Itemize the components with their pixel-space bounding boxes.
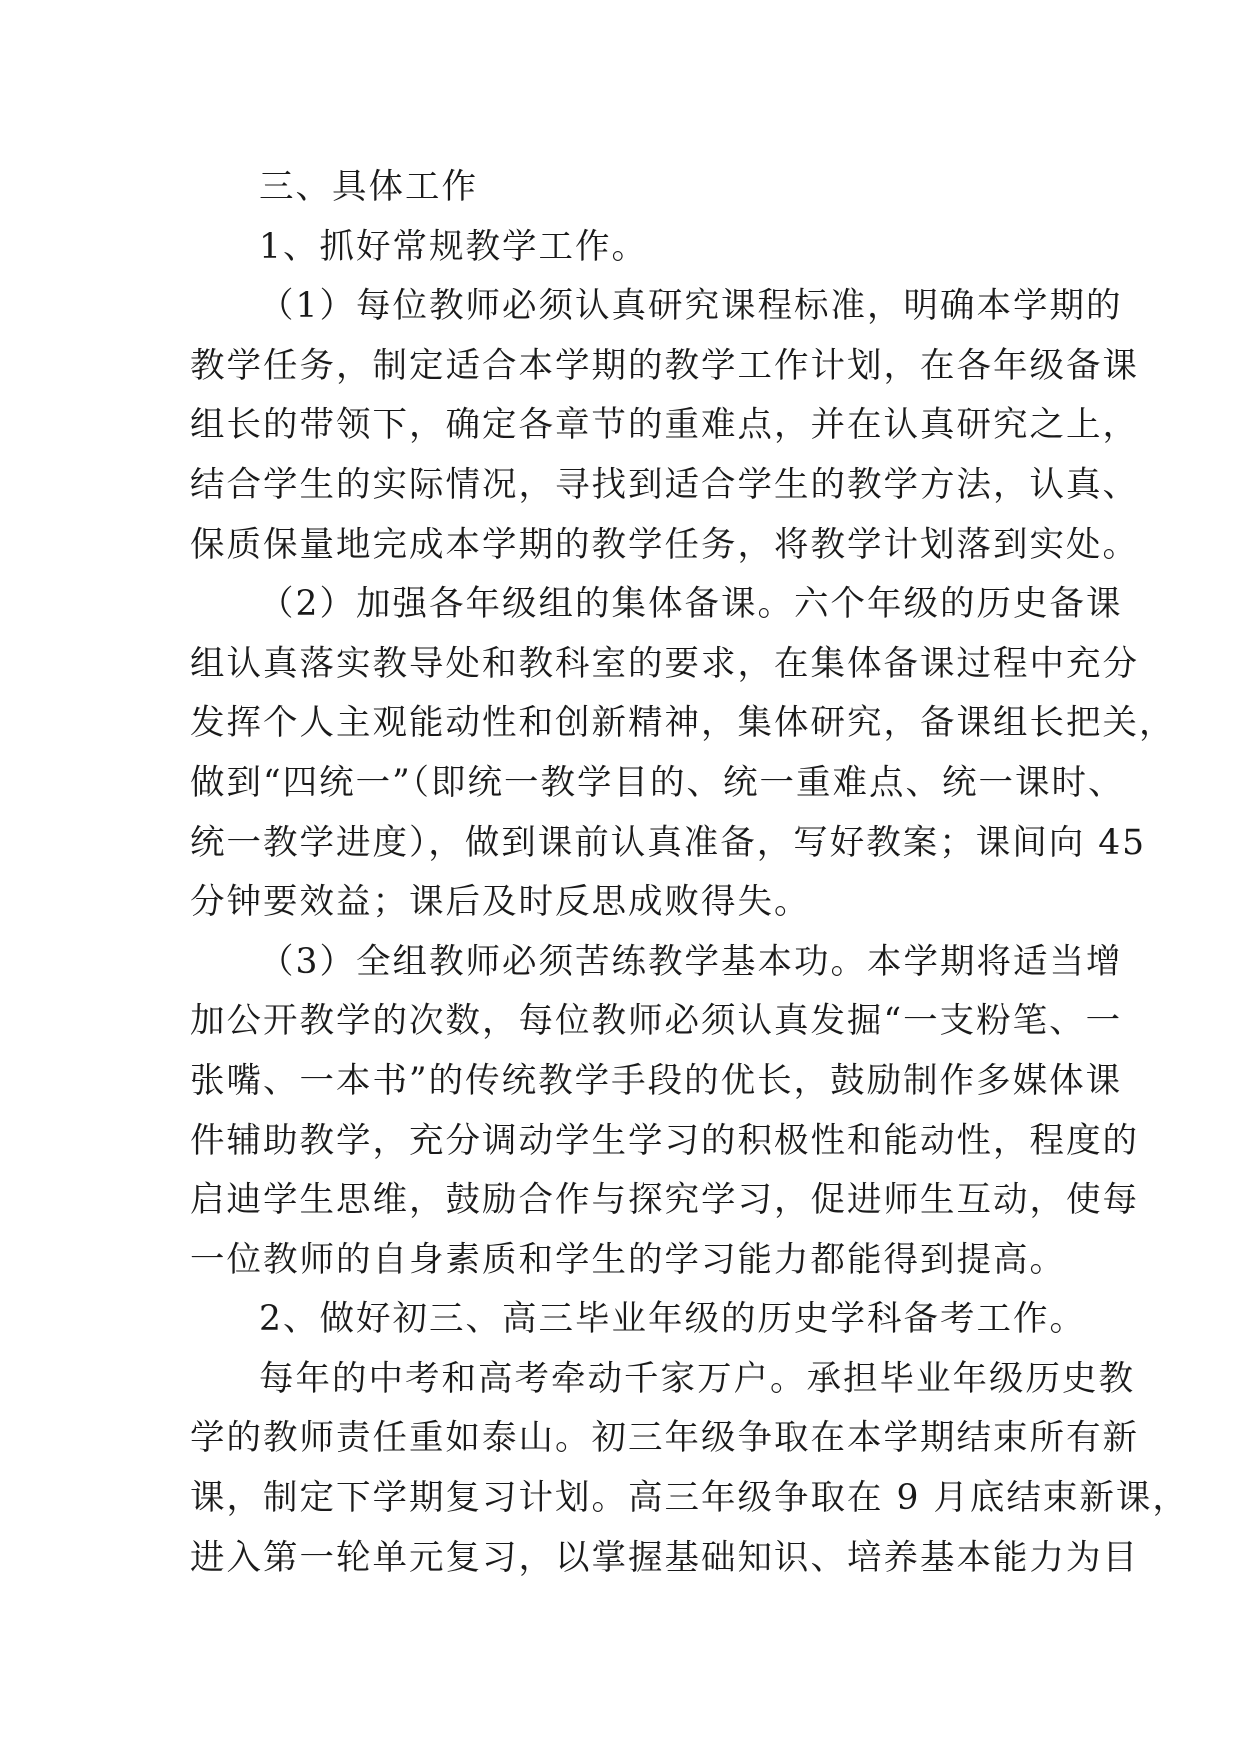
- paragraph-line: 统一教学进度），做到课前认真准备，写好教案；课间向 45: [190, 822, 1147, 863]
- document-body: [190, 158, 1189, 1588]
- paragraph-line: 课，制定下学期复习计划。高三年级争取在 9 月底结束新课，: [190, 1478, 1189, 1519]
- paragraph-line: 每年的中考和高考牵动千家万户。承担毕业年级历史教: [259, 1358, 1135, 1399]
- paragraph-line: （1）每位教师必须认真研究课程标准，明确本学期的: [259, 286, 1123, 327]
- paragraph-line: 一位教师的自身素质和学生的学习能力都能得到提高。: [190, 1239, 1066, 1280]
- section-heading: 三、具体工作: [259, 167, 478, 207]
- paragraph-line: 进入第一轮单元复习，以掌握基础知识、培养基本能力为目: [190, 1537, 1139, 1578]
- paragraph-line: 张嘴、一本书”的传统教学手段的优长，鼓励制作多媒体课: [190, 1060, 1123, 1101]
- subsection-heading: 1、抓好常规教学工作。: [259, 226, 648, 267]
- paragraph-line: 组认真落实教导处和教科室的要求，在集体备课过程中充分: [190, 643, 1139, 684]
- paragraph-line: 发挥个人主观能动性和创新精神，集体研究，备课组长把关，: [190, 703, 1176, 744]
- paragraph-line: 教学任务，制定适合本学期的教学工作计划，在各年级备课: [190, 345, 1139, 386]
- paragraph-line: 做到“四统一”（即统一教学目的、统一重难点、统一课时、: [190, 762, 1125, 803]
- paragraph-line: （2）加强各年级组的集体备课。六个年级的历史备课: [259, 584, 1123, 625]
- paragraph-line: 件辅助教学，充分调动学生学习的积极性和能动性，程度的: [190, 1120, 1139, 1161]
- paragraph-line: 启迪学生思维，鼓励合作与探究学习，促进师生互动，使每: [190, 1180, 1139, 1221]
- paragraph-line: 加公开教学的次数，每位教师必须认真发掘“一支粉笔、一: [190, 1001, 1123, 1042]
- paragraph-line: 结合学生的实际情况，寻找到适合学生的教学方法，认真、: [190, 464, 1139, 505]
- paragraph-line: （3）全组教师必须苦练教学基本功。本学期将适当增: [259, 941, 1123, 982]
- paragraph-line: 保质保量地完成本学期的教学任务，将教学计划落到实处。: [190, 524, 1139, 565]
- paragraph-line: 分钟要效益；课后及时反思成败得失。: [190, 882, 811, 923]
- paragraph-line: 组长的带领下，确定各章节的重难点，并在认真研究之上，: [190, 405, 1139, 446]
- paragraph-line: 学的教师责任重如泰山。初三年级争取在本学期结束所有新: [190, 1418, 1139, 1459]
- subsection-heading: 2、做好初三、高三毕业年级的历史学科备考工作。: [259, 1299, 1086, 1340]
